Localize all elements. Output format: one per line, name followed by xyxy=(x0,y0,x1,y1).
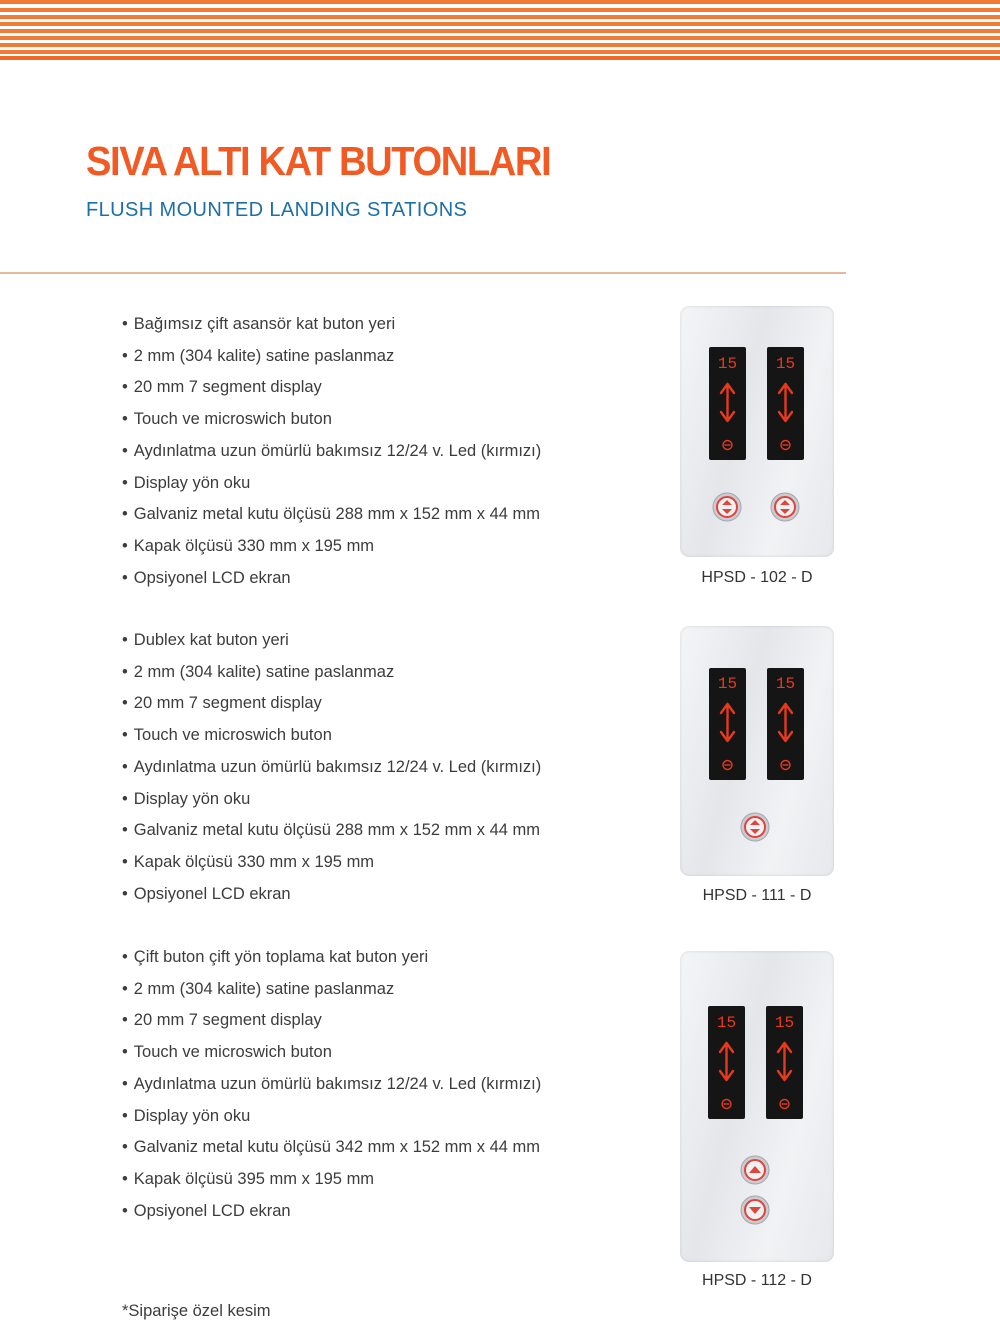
feature-list-hpsd-102 xyxy=(122,309,541,594)
header-stripes xyxy=(0,0,1000,60)
floor-digits: 15 xyxy=(775,355,796,373)
list-item: • 2 mm (304 kalite) satine paslanmaz xyxy=(122,657,541,689)
list-item: • 20 mm 7 segment display xyxy=(122,688,541,720)
list-item: • Bağımsız çift asansör kat buton yeri xyxy=(122,309,541,341)
list-item: • Opsiyonel LCD ekran xyxy=(122,879,541,911)
list-item: • Aydınlatma uzun ömürlü bakımsız 12/24 v. Led (kırmızı) xyxy=(122,1069,541,1101)
display-left xyxy=(709,347,746,460)
list-item: • Display yön oku xyxy=(122,784,541,816)
list-item: • Kapak ölçüsü 395 mm x 195 mm xyxy=(122,1164,541,1196)
list-item: • 2 mm (304 kalite) satine paslanmaz xyxy=(122,341,541,373)
product-code: HPSD - 112 - D xyxy=(702,1272,812,1289)
floor-digits: 15 xyxy=(717,675,738,693)
call-button-down[interactable] xyxy=(741,1196,769,1224)
page-title: SIVA ALTI KAT BUTONLARI xyxy=(86,138,551,184)
call-button[interactable] xyxy=(741,813,769,841)
footnote: *Siparişe özel kesim xyxy=(122,1302,271,1320)
floor-digits: 15 xyxy=(716,1014,737,1032)
product-image-hpsd-102 xyxy=(680,306,834,557)
display-right xyxy=(767,668,804,780)
list-item: • Kapak ölçüsü 330 mm x 195 mm xyxy=(122,531,541,563)
divider-line xyxy=(0,272,846,274)
list-item: • Display yön oku xyxy=(122,468,541,500)
list-item: • Aydınlatma uzun ömürlü bakımsız 12/24 v. Led (kırmızı) xyxy=(122,752,541,784)
call-button-right[interactable] xyxy=(771,493,799,521)
list-item: • Galvaniz metal kutu ölçüsü 288 mm x 152 mm x 44 mm xyxy=(122,815,541,847)
list-item: • Display yön oku xyxy=(122,1101,541,1133)
list-item: • Çift buton çift yön toplama kat buton yeri xyxy=(122,942,541,974)
steel-faceplate xyxy=(680,306,834,557)
call-button-up[interactable] xyxy=(741,1156,769,1184)
list-item: • Opsiyonel LCD ekran xyxy=(122,1196,541,1228)
display-right xyxy=(766,1006,803,1119)
display-right xyxy=(767,347,804,460)
list-item: • Touch ve microswich buton xyxy=(122,404,541,436)
list-item: • Opsiyonel LCD ekran xyxy=(122,563,541,595)
list-item: • Galvaniz metal kutu ölçüsü 342 mm x 152 mm x 44 mm xyxy=(122,1132,541,1164)
steel-faceplate xyxy=(680,951,834,1262)
product-code: HPSD - 102 - D xyxy=(701,569,813,586)
floor-digits: 15 xyxy=(717,355,738,373)
list-item: • Touch ve microswich buton xyxy=(122,1037,541,1069)
list-item: • 20 mm 7 segment display xyxy=(122,372,541,404)
call-button-left[interactable] xyxy=(713,493,741,521)
steel-faceplate xyxy=(680,626,834,876)
list-item: • Galvaniz metal kutu ölçüsü 288 mm x 152 mm x 44 mm xyxy=(122,499,541,531)
display-left xyxy=(709,668,746,780)
list-item: • 20 mm 7 segment display xyxy=(122,1005,541,1037)
product-image-hpsd-111 xyxy=(680,626,834,876)
product-code: HPSD - 111 - D xyxy=(702,887,812,904)
list-item: • Touch ve microswich buton xyxy=(122,720,541,752)
product-image-hpsd-112 xyxy=(680,951,834,1262)
feature-list-hpsd-112 xyxy=(122,942,541,1227)
list-item: • Dublex kat buton yeri xyxy=(122,625,541,657)
list-item: • Aydınlatma uzun ömürlü bakımsız 12/24 v. Led (kırmızı) xyxy=(122,436,541,468)
list-item: • 2 mm (304 kalite) satine paslanmaz xyxy=(122,974,541,1006)
display-left xyxy=(708,1006,745,1119)
feature-list-hpsd-111 xyxy=(122,625,541,910)
floor-digits: 15 xyxy=(774,1014,795,1032)
floor-digits: 15 xyxy=(775,675,796,693)
list-item: • Kapak ölçüsü 330 mm x 195 mm xyxy=(122,847,541,879)
page-subtitle: FLUSH MOUNTED LANDING STATIONS xyxy=(86,199,468,221)
